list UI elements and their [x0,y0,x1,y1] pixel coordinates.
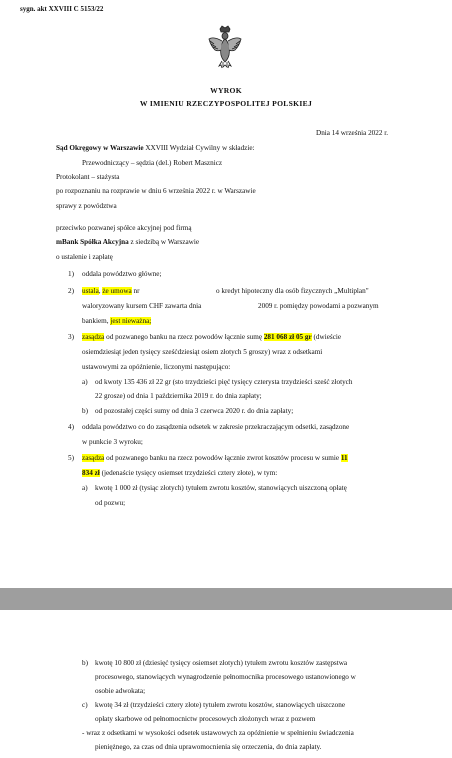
item-3a-line-2: 22 grosze) od dnia 1 października 2019 r. do dnia zapłaty; [95,392,262,400]
defendant-line [56,239,199,246]
defendant-name: mBank Spółka Akcyjna [56,238,129,246]
highlight-amount: 281 068 zł 05 gr [263,333,312,341]
item-2-line-2b: 2009 r. pomiędzy powodami a pozwanym [258,302,379,310]
highlight-zasadza-costs: zasądza [82,454,105,462]
item-3a-line-1: od kwoty 135 436 zł 22 gr (sto trzydzieści pięć tysięcy czterysta trzydzieści sześć złotych [95,378,353,386]
item-2-line-2a: waloryzowany kursem CHF zawarta dnia [82,302,202,310]
highlight-zasadza: zasądza [82,333,105,341]
item-3-number: 3) [68,333,74,341]
item-5-line-1: zasądza od pozwanego banku na rzecz powodów łącznie zwrot kosztów procesu w sumie 11 [82,454,348,462]
item-5b-line-1: kwotę 10 800 zł (dziesięć tysięcy osiemset złotych) tytułem zwrotu kosztów zastępstwa [95,659,348,667]
highlight-costs-amount-part2: 834 zł [82,469,100,477]
verdict-date: Dnia 14 września 2022 r. [316,129,389,137]
item-3b-number: b) [82,407,88,415]
item-3a-number: a) [82,378,88,386]
clerk: Protokolant – stażysta [56,173,120,181]
item-4-line-1: oddala powództwo co do zasądzenia odsetek w zakresie przekraczającym odsetki, zasądzone [82,423,350,431]
against-line: przeciwko pozwanej spółce akcyjnej pod firmą [56,224,192,232]
item-4-number: 4) [68,423,74,431]
presiding-judge: Przewodniczący – sędzia (del.) Robert Masznicz [82,159,223,167]
item-5b-line-2: procesowego, stanowiących wynagrodzenie pełnomocnika procesowego ustanowionego w [95,673,356,681]
item-2-line-3: bankiem, jest nieważna; [82,317,152,325]
item-5c-line-1: kwotę 34 zł (trzydzieści cztery złote) tytułem zwrotu kosztów, stanowiących uiszczone [95,701,346,709]
hearing-line: po rozpoznaniu na rozprawie w dniu 6 września 2022 r. w Warszawie [56,187,256,195]
polish-eagle-emblem-icon [207,24,243,70]
page-separator [0,588,452,610]
item-5b-number: b) [82,659,88,667]
defendant-seat: z siedzibą w Warszawie [128,238,200,246]
item-3-line-2: osiemdziesiąt jeden tysięcy sześćdziesiąt osiem złotych 5 groszy) wraz z odsetkami [82,348,323,356]
item-3-line-1: zasądza od pozwanego banku na rzecz powodów łącznie sumę 281 068 zł 05 gr (dwieście [82,333,342,341]
item-5-number: 5) [68,454,74,462]
item-5c-number: c) [82,701,88,709]
highlight-ze-umowa: że umowa [102,287,132,295]
item-3-line-3: ustawowymi za opóźnienie, liczonymi następująco: [82,363,231,371]
case-signature: sygn. akt XXVIII C 5153/22 [20,5,104,13]
court-division: XXVIII Wydział Cywilny w składzie: [143,144,255,152]
verdict-title: WYROK [210,86,242,95]
item-5a-number: a) [82,484,88,492]
document-page-2 [0,610,452,758]
item-3b-line-1: od pozostałej części sumy od dnia 3 czerwca 2020 r. do dnia zapłaty; [95,407,294,415]
item-5c-line-2: opłaty skarbowe od pełnomocnictw procesowych złożonych wraz z pozwem [95,715,316,723]
item-1-text: oddala powództwo główne; [82,270,162,278]
interest-line-1: - wraz z odsetkami w wysokości odsetek ustawowych za opóźnienie w spełnieniu świadczenia [82,729,354,737]
verdict-subtitle: W IMIENIU RZECZYPOSPOLITEJ POLSKIEJ [139,99,313,108]
interest-line-2: pieniężnego, za czas od dnia uprawomocnienia się orzeczenia, do dnia zapłaty. [95,743,322,751]
court-name: Sąd Okręgowy w Warszawie [56,144,144,152]
subject-line: o ustalenie i zapłatę [56,253,113,261]
highlight-costs-amount-part1: 11 [340,454,348,462]
court-line [56,145,255,152]
item-2-line-1: ustala, że umowa nr [82,287,140,295]
item-5a-line-1: kwotę 1 000 zł (tysiąc złotych) tytułem zwrotu kosztów, stanowiących uiszczoną opłatę [95,484,347,492]
item-5-line-2: 834 zł (jedenaście tysięcy osiemset trzydzieści cztery złote), w tym: [82,469,278,477]
item-2-line-1-cont: o kredyt hipoteczny dla osób fizycznych „Multiplan" [216,287,369,295]
item-1-number: 1) [68,270,74,278]
item-2-number: 2) [68,287,74,295]
highlight-ustala: ustala [82,287,99,295]
item-5a-line-2: od pozwu; [95,499,126,507]
case-line: sprawy z powództwa [56,202,117,210]
highlight-jest-niewazna: jest nieważna; [110,317,152,325]
item-5b-line-3: osobie adwokata; [95,687,146,695]
item-4-line-2: w punkcie 3 wyroku; [82,438,143,446]
